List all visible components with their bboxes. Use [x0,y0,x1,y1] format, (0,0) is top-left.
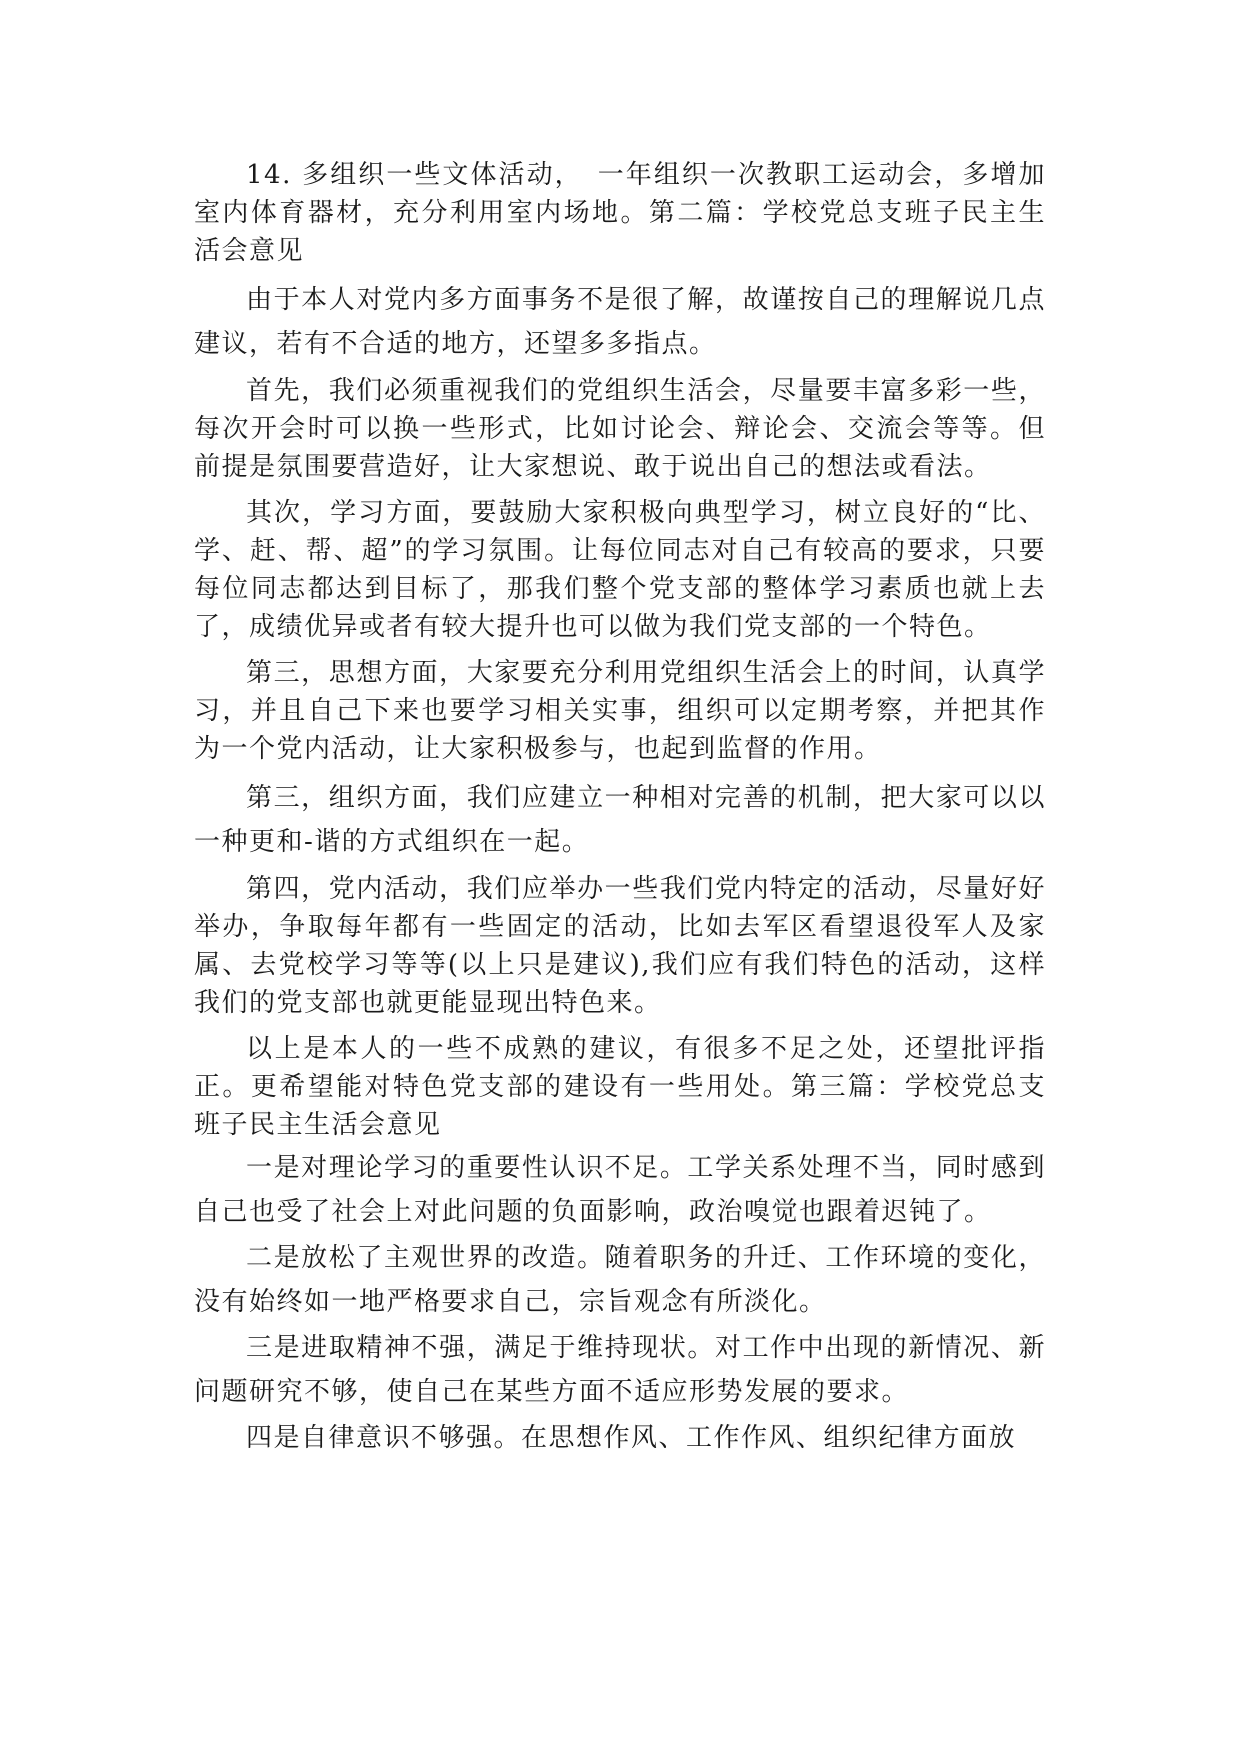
paragraph-4: 其次，学习方面，要鼓励大家积极向典型学习，树立良好的“比、学、赶、帮、超”的学习氛围。让每位同志对自己有较高的要求，只要每位同志都达到目标了，那我们整个党支部的整体学习素质也就上去了，成绩优异或者有较大提升也可以做为我们党支部的一个特色。 [194,498,1046,642]
paragraph-11: 三是进取精神不强，满足于维持现状。对工作中出现的新情况、新问题研究不够，使自己在某些方面不适应形势发展的要求。 [194,1333,1046,1407]
paragraph-5: 第三，思想方面，大家要充分利用党组织生活会上的时间，认真学习，并且自己下来也要学习相关实事，组织可以定期考察，并把其作为一个党内活动，让大家积极参与，也起到监督的作用。 [194,658,1046,764]
paragraph-8: 以上是本人的一些不成熟的建议，有很多不足之处，还望批评指正。更希望能对特色党支部的建设有一些用处。第三篇：学校党总支班子民主生活会意见 [194,1034,1046,1140]
paragraph-3: 首先，我们必须重视我们的党组织生活会，尽量要丰富多彩一些，每次开会时可以换一些形式，比如讨论会、辩论会、交流会等等。但前提是氛围要营造好，让大家想说、敢于说出自己的想法或看法。 [194,376,1046,482]
paragraph-9: 一是对理论学习的重要性认识不足。工学关系处理不当，同时感到自己也受了社会上对此问题的负面影响，政治嗅觉也跟着迟钝了。 [194,1153,1046,1227]
paragraph-1: 14. 多组织一些文体活动， 一年组织一次教职工运动会，多增加室内体育器材，充分利用室内场地。第二篇：学校党总支班子民主生活会意见 [194,160,1046,266]
document-body [194,156,1046,1462]
paragraph-2: 由于本人对党内多方面事务不是很了解，故谨按自己的理解说几点建议，若有不合适的地方，还望多多指点。 [194,285,1046,359]
paragraph-6: 第三，组织方面，我们应建立一种相对完善的机制，把大家可以以一种更和-谐的方式组织在一起。 [194,783,1046,857]
paragraph-10: 二是放松了主观世界的改造。随着职务的升迁、工作环境的变化，没有始终如一地严格要求自己，宗旨观念有所淡化。 [194,1243,1046,1317]
paragraph-12: 四是自律意识不够强。在思想作风、工作作风、组织纪律方面放 [246,1423,1017,1453]
paragraph-7: 第四，党内活动，我们应举办一些我们党内特定的活动，尽量好好举办，争取每年都有一些固定的活动，比如去军区看望退役军人及家属、去党校学习等等(以上只是建议),我们应有我们特色的活动，这样我们的党支部也就更能显现出特色来。 [194,874,1046,1018]
